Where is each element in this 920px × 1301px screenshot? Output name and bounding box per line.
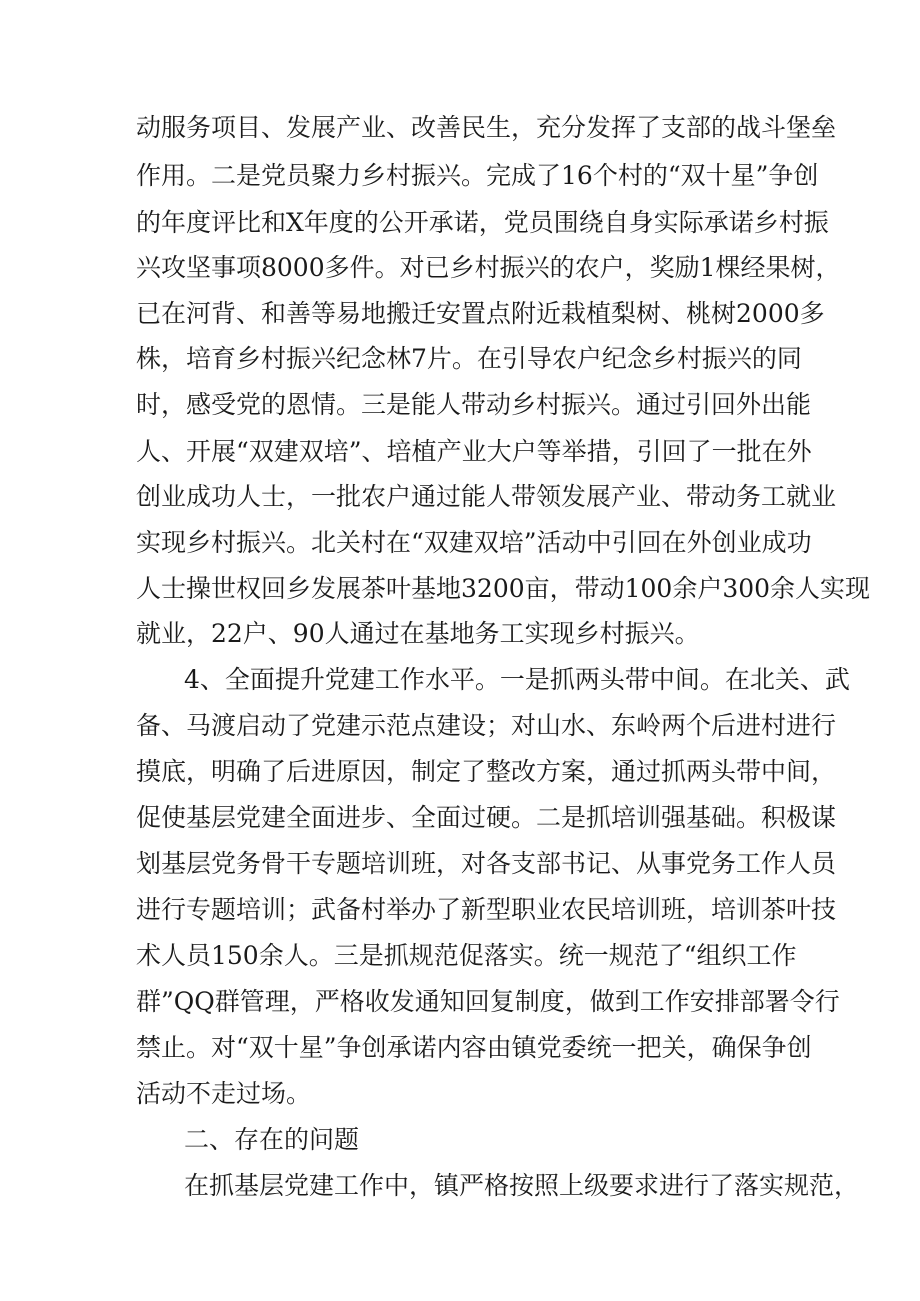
text-line: 摸底，明确了后进原因，制定了整改方案，通过抓两头带中间，	[136, 757, 837, 786]
text-line: 人、开展“双建双培”、培植产业大户等举措，引回了一批在外	[136, 437, 812, 466]
text-line: 作用。二是党员聚力乡村振兴。完成了16个村的“双十星”争创	[136, 161, 819, 190]
text-line: 活动不走过场。	[136, 1079, 312, 1108]
text-line: 动服务项目、发展产业、改善民生，充分发挥了支部的战斗堡垒	[136, 113, 837, 142]
section-heading: 二、存在的问题	[184, 1125, 360, 1154]
text-line: 划基层党务骨干专题培训班，对各支部书记、从事党务工作人员	[136, 849, 837, 878]
text-line: 在抓基层党建工作中，镇严格按照上级要求进行了落实规范，	[184, 1171, 860, 1200]
text-line: 实现乡村振兴。北关村在“双建双培”活动中引回在外创业成功	[136, 528, 812, 557]
text-line: 株，培育乡村振兴纪念林7片。在引导农户纪念乡村振兴的同	[136, 344, 802, 373]
text-line: 时，感受党的恩情。三是能人带动乡村振兴。通过引回外出能	[136, 390, 812, 419]
text-line: 群”QQ群管理，严格收发通知回复制度，做到工作安排部署令行	[136, 987, 840, 1016]
text-line: 禁止。对“双十星”争创承诺内容由镇党委统一把关，确保争创	[136, 1033, 812, 1062]
text-line: 人士操世权回乡发展茶叶基地3200亩，带动100余户300余人实现	[136, 574, 871, 603]
text-line: 已在河背、和善等易地搬迁安置点附近栽植梨树、桃树2000多	[136, 299, 825, 328]
text-line: 备、马渡启动了党建示范点建设；对山水、东岭两个后进村进行	[136, 711, 837, 740]
text-line: 创业成功人士，一批农户通过能人带领发展产业、带动务工就业	[136, 482, 837, 511]
text-line: 进行专题培训；武备村举办了新型职业农民培训班，培训茶叶技	[136, 895, 837, 924]
text-line: 促使基层党建全面进步、全面过硬。二是抓培训强基础。积极谋	[136, 803, 837, 832]
text-line: 术人员150余人。三是抓规范促落实。统一规范了“组织工作	[136, 941, 797, 970]
text-line: 的年度评比和X年度的公开承诺，党员围绕自身实际承诺乡村振	[136, 208, 829, 237]
text-line: 4、全面提升党建工作水平。一是抓两头带中间。在北关、武	[184, 665, 850, 694]
text-line: 兴攻坚事项8000多件。对已乡村振兴的农户，奖励1棵经果树，	[136, 253, 841, 282]
text-line: 就业，22户、90人通过在基地务工实现乡村振兴。	[136, 619, 700, 648]
